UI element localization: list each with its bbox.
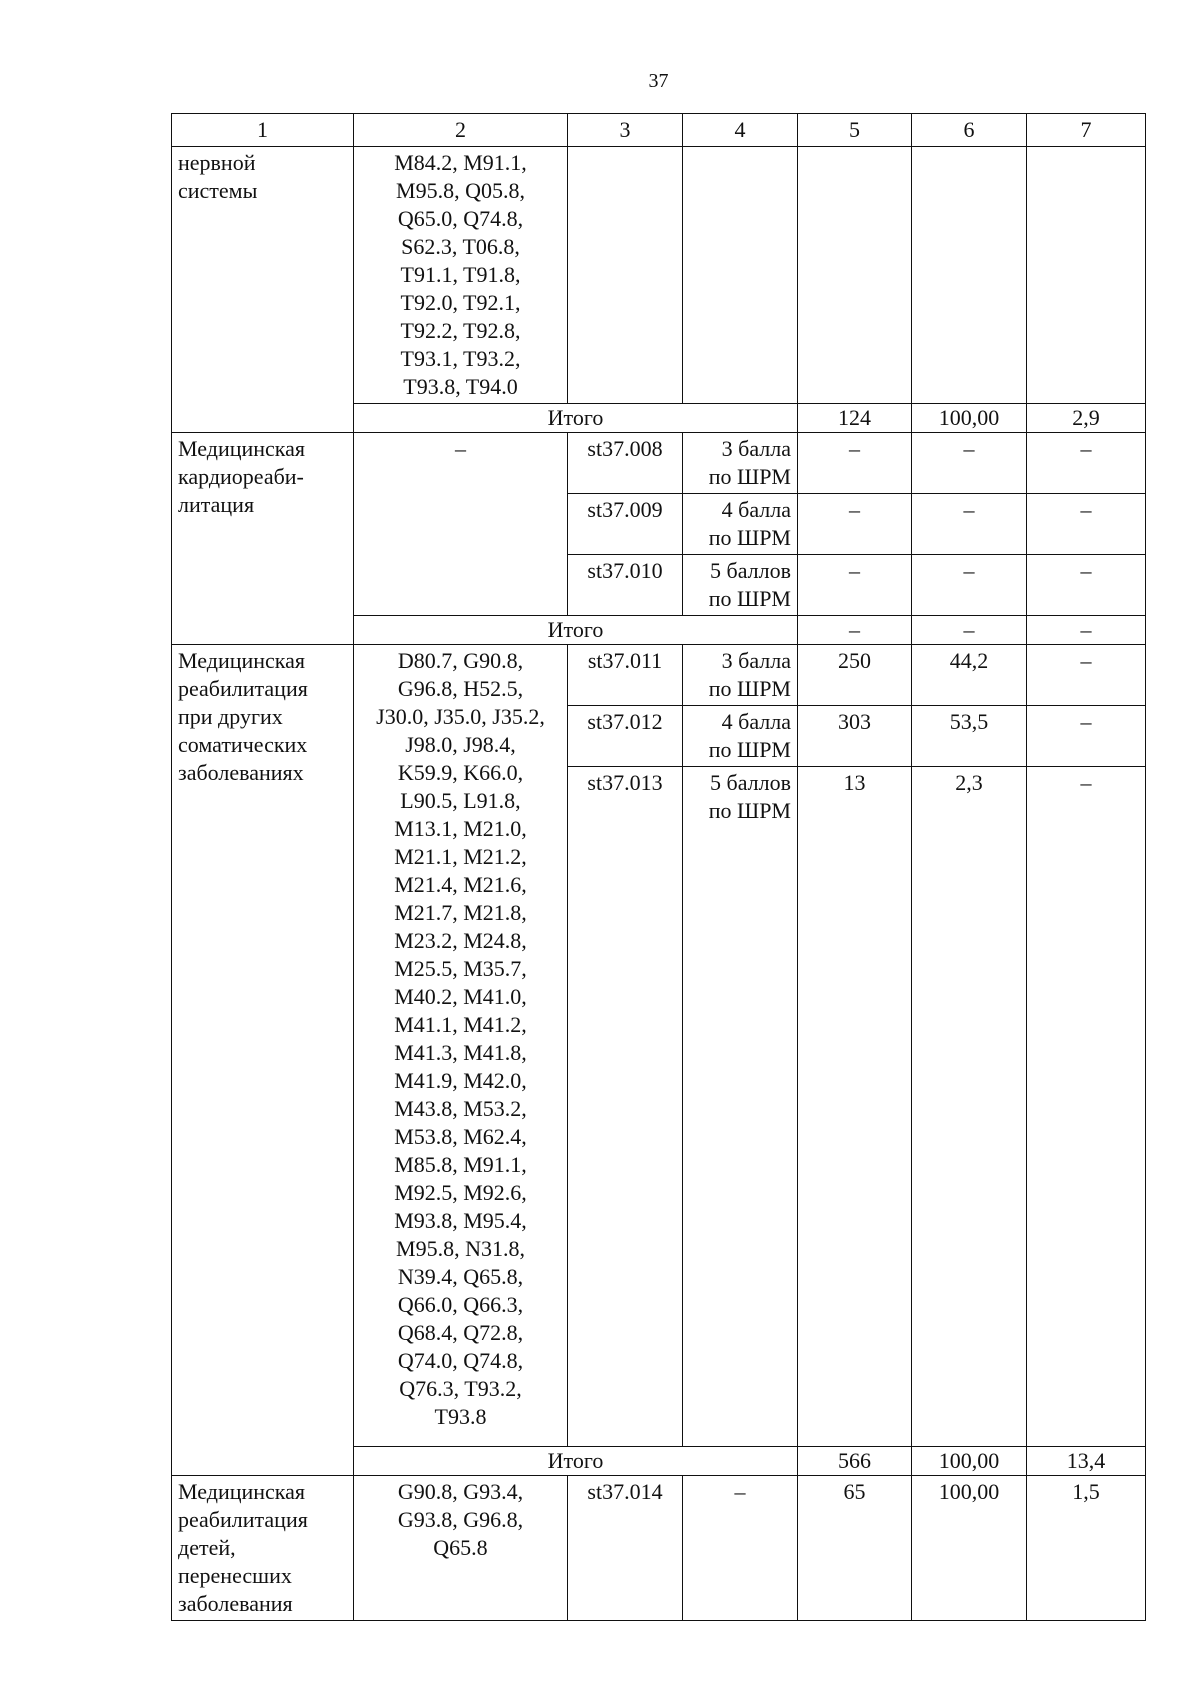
total-value-7: 13,4 bbox=[1027, 1447, 1146, 1476]
value-7-cell: – bbox=[1027, 494, 1146, 555]
value-5-cell: – bbox=[798, 433, 912, 494]
total-value-5: – bbox=[798, 616, 912, 645]
group-name-cell: Медицинская кардиореаби- литация bbox=[172, 433, 354, 645]
header-col-6: 6 bbox=[912, 114, 1027, 147]
total-value-7: 2,9 bbox=[1027, 404, 1146, 433]
ksg-code-cell: st37.008 bbox=[568, 433, 683, 494]
total-label: Итого bbox=[354, 1447, 798, 1476]
value-7-cell: – bbox=[1027, 706, 1146, 767]
header-col-3: 3 bbox=[568, 114, 683, 147]
value-7-cell: 1,5 bbox=[1027, 1476, 1146, 1621]
page-number: 37 bbox=[648, 70, 669, 92]
tariff-table bbox=[171, 113, 1146, 1621]
total-label: Итого bbox=[354, 404, 798, 433]
value-5-cell: 303 bbox=[798, 706, 912, 767]
ksg-code-cell: st37.013 bbox=[568, 767, 683, 1447]
ksg-code-cell: st37.014 bbox=[568, 1476, 683, 1621]
value-7-cell: – bbox=[1027, 555, 1146, 616]
total-value-5: 566 bbox=[798, 1447, 912, 1476]
table-row bbox=[172, 147, 1146, 404]
header-col-1: 1 bbox=[172, 114, 354, 147]
value-7-cell: – bbox=[1027, 433, 1146, 494]
subgroup-cell: 3 балла по ШРМ bbox=[683, 645, 798, 706]
subgroup-cell: 5 баллов по ШРМ bbox=[683, 555, 798, 616]
header-row bbox=[172, 114, 1146, 147]
value-5-cell: 250 bbox=[798, 645, 912, 706]
value-7-cell: – bbox=[1027, 645, 1146, 706]
value-6-cell: – bbox=[912, 494, 1027, 555]
empty-cell bbox=[798, 147, 912, 404]
diagnosis-codes-cell: D80.7, G90.8, G96.8, H52.5, J30.0, J35.0, J35.2, J98.0, J98.4, K59.9, K66.0, L90.5, L91.8, M13.1, M21.0, M21.1, M21.2, M21.4, M21.6, M21.7, M21.8, M23.2, M24.8, M25.5, M35.7, M40.2, M41.0, M41.1, M41.2, M41.3, M41.8, M41.9, M42.0, M43.8, M53.2, M53.8, M62.4, M85.8, M91.1, M92.5, M92.6, M93.8, M95.4, M95.8, N31.8, N39.4, Q65.8, Q66.0, Q66.3, Q68.4, Q72.8, Q74.0, Q74.8, Q76.3, T93.2, T93.8 bbox=[354, 645, 568, 1447]
value-6-cell: – bbox=[912, 433, 1027, 494]
group-name-cell: Медицинская реабилитация детей, перенесших заболевания bbox=[172, 1476, 354, 1621]
ksg-code-cell: st37.009 bbox=[568, 494, 683, 555]
diagnosis-codes-cell: M84.2, M91.1, M95.8, Q05.8, Q65.0, Q74.8, S62.3, T06.8, T91.1, T91.8, T92.0, T92.1, T92.2, T92.8, T93.1, T93.2, T93.8, T94.0 bbox=[354, 147, 568, 404]
subgroup-cell: 4 балла по ШРМ bbox=[683, 706, 798, 767]
subgroup-cell: 4 балла по ШРМ bbox=[683, 494, 798, 555]
total-value-6: – bbox=[912, 616, 1027, 645]
header-col-4: 4 bbox=[683, 114, 798, 147]
value-6-cell: – bbox=[912, 555, 1027, 616]
subgroup-cell: – bbox=[683, 1476, 798, 1621]
value-5-cell: – bbox=[798, 555, 912, 616]
value-5-cell: 13 bbox=[798, 767, 912, 1447]
group-name-cell: Медицинская реабилитация при других соматических заболеваниях bbox=[172, 645, 354, 1476]
value-6-cell: 53,5 bbox=[912, 706, 1027, 767]
ksg-code-cell: st37.012 bbox=[568, 706, 683, 767]
table-row bbox=[172, 433, 1146, 494]
empty-cell bbox=[568, 147, 683, 404]
header-col-2: 2 bbox=[354, 114, 568, 147]
empty-cell bbox=[1027, 147, 1146, 404]
ksg-code-cell: st37.010 bbox=[568, 555, 683, 616]
total-value-5: 124 bbox=[798, 404, 912, 433]
empty-cell bbox=[683, 147, 798, 404]
total-label: Итого bbox=[354, 616, 798, 645]
subgroup-cell: 5 баллов по ШРМ bbox=[683, 767, 798, 1447]
empty-cell bbox=[912, 147, 1027, 404]
value-6-cell: 100,00 bbox=[912, 1476, 1027, 1621]
diagnosis-codes-cell: – bbox=[354, 433, 568, 616]
total-value-6: 100,00 bbox=[912, 404, 1027, 433]
header-col-5: 5 bbox=[798, 114, 912, 147]
header-col-7: 7 bbox=[1027, 114, 1146, 147]
value-7-cell: – bbox=[1027, 767, 1146, 1447]
value-6-cell: 44,2 bbox=[912, 645, 1027, 706]
subgroup-cell: 3 балла по ШРМ bbox=[683, 433, 798, 494]
value-5-cell: – bbox=[798, 494, 912, 555]
value-6-cell: 2,3 bbox=[912, 767, 1027, 1447]
value-5-cell: 65 bbox=[798, 1476, 912, 1621]
ksg-code-cell: st37.011 bbox=[568, 645, 683, 706]
total-value-6: 100,00 bbox=[912, 1447, 1027, 1476]
table-row bbox=[172, 645, 1146, 706]
total-value-7: – bbox=[1027, 616, 1146, 645]
group-name-cell: нервной системы bbox=[172, 147, 354, 433]
table-row bbox=[172, 1476, 1146, 1621]
diagnosis-codes-cell: G90.8, G93.4, G93.8, G96.8, Q65.8 bbox=[354, 1476, 568, 1621]
